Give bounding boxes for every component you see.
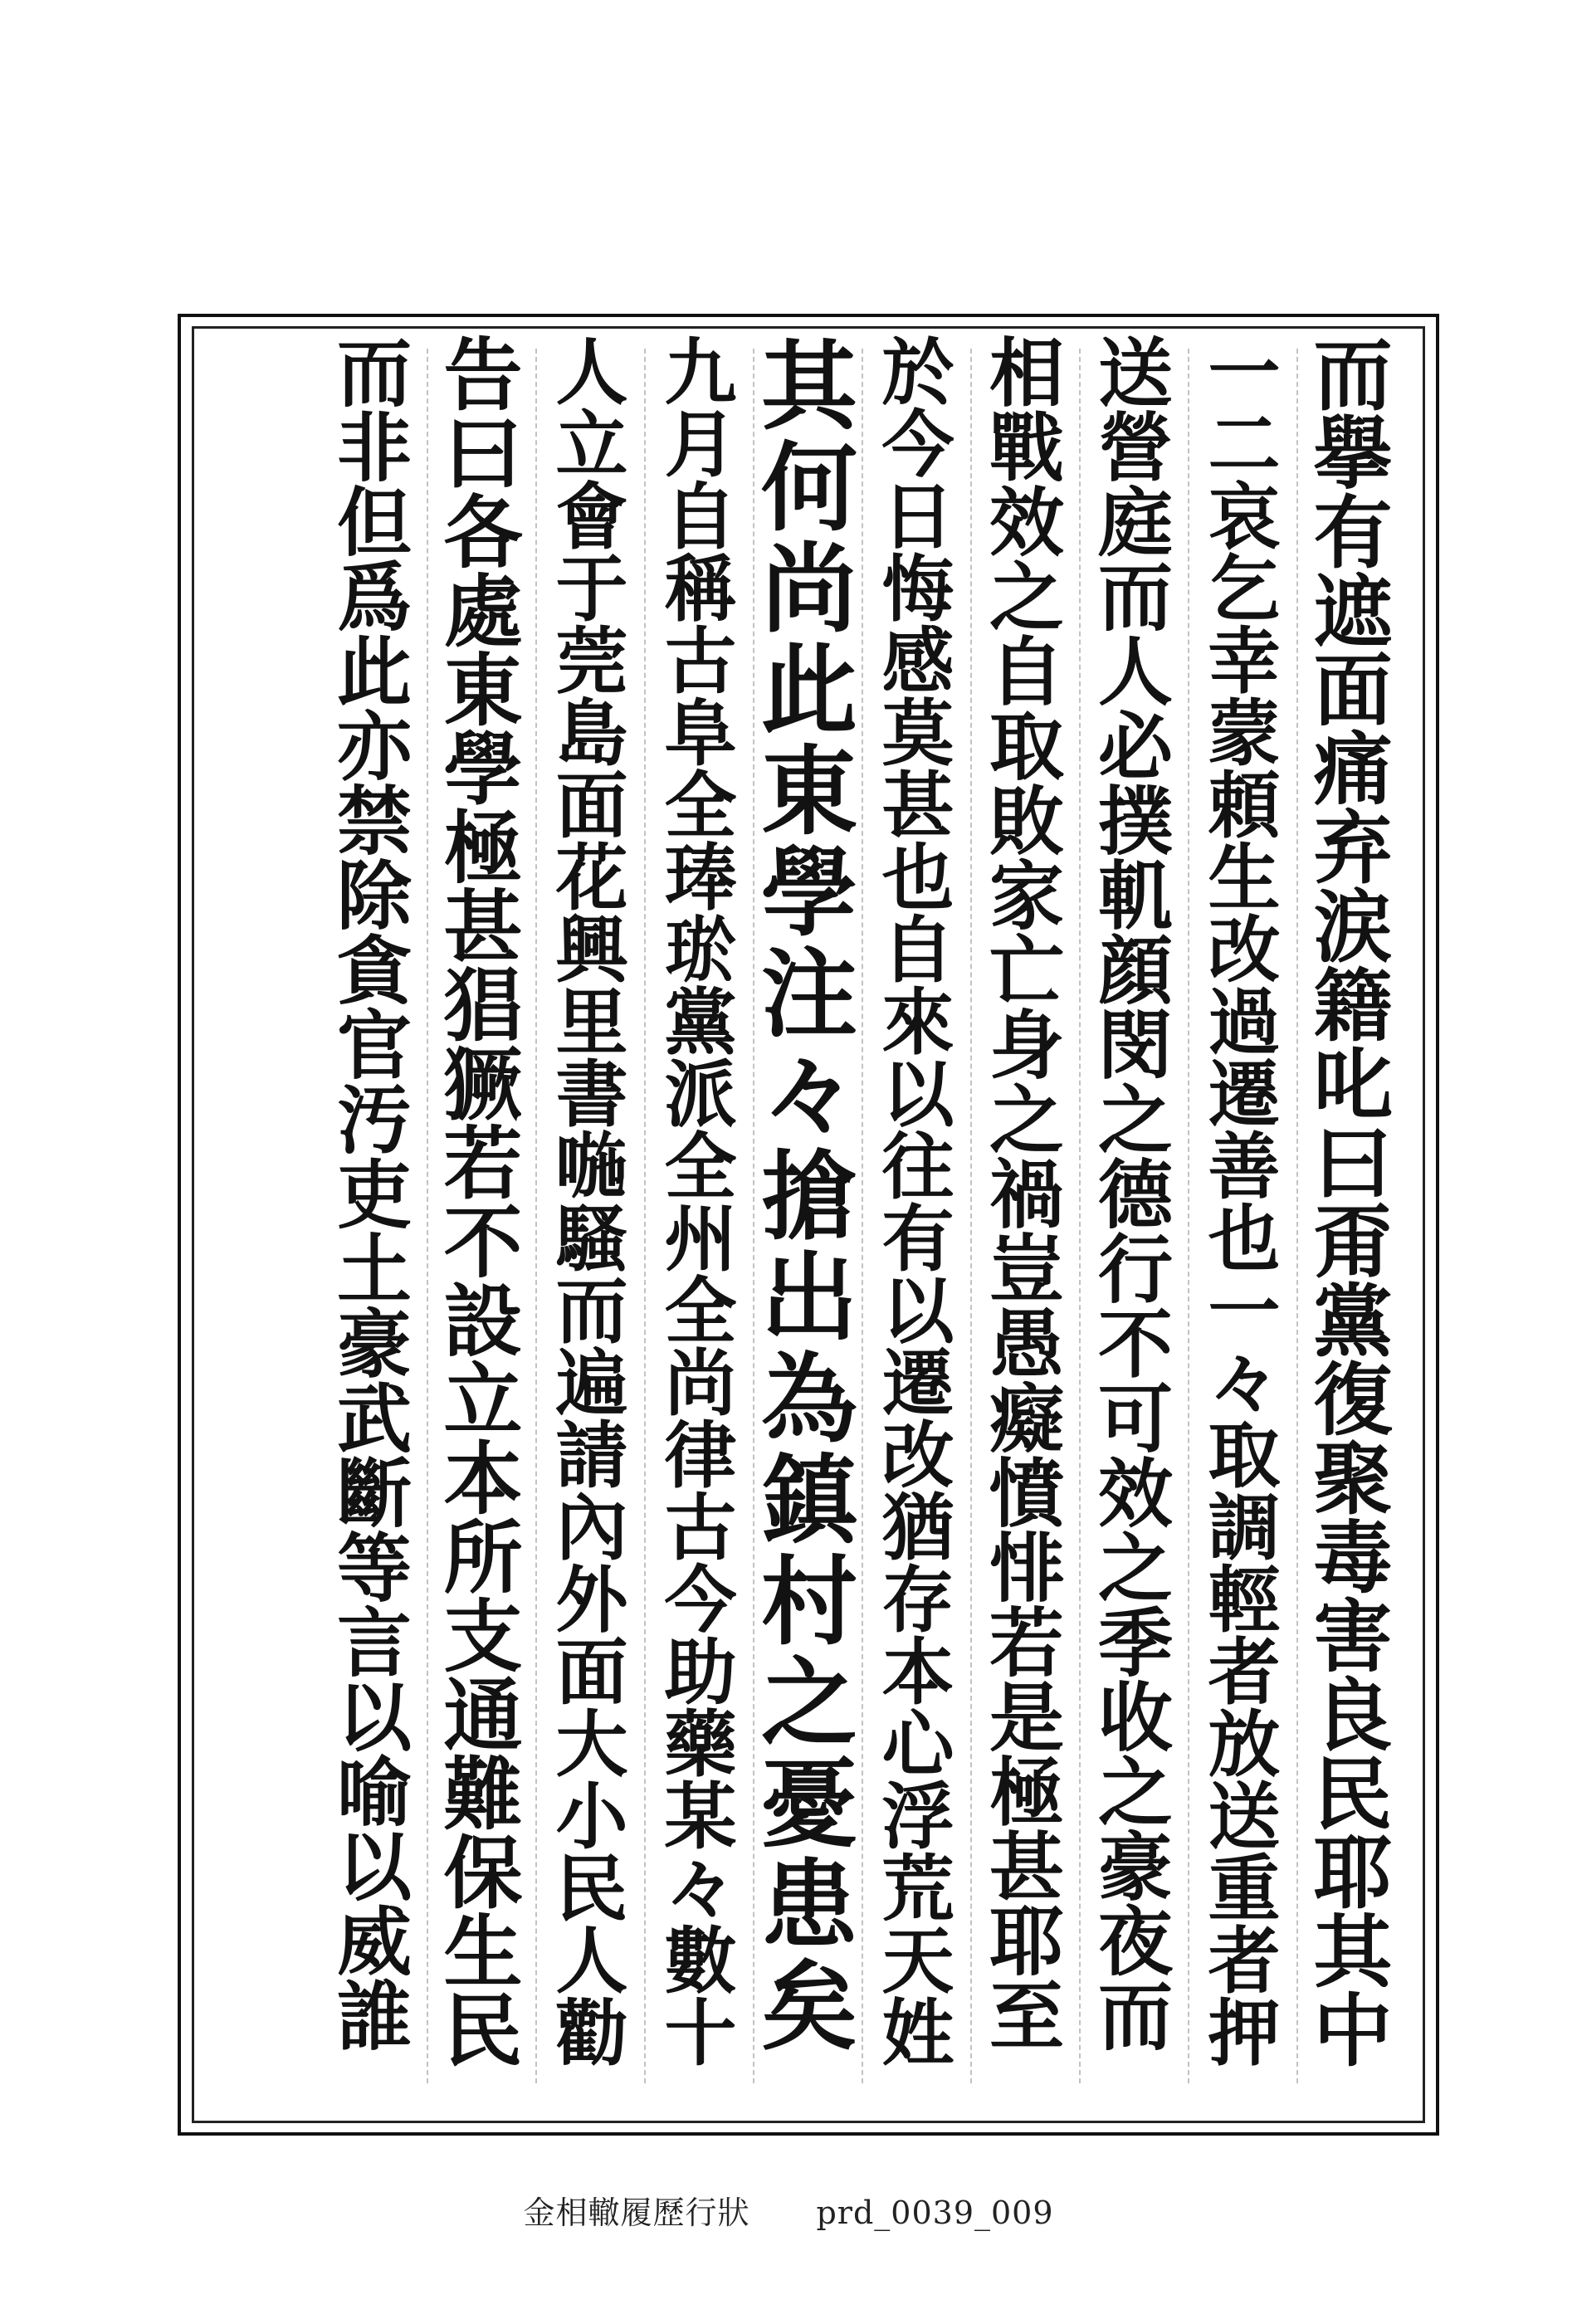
- caption-title: 金相轍履歷行狀: [523, 2195, 750, 2231]
- text-column: 而 擧 有 遮 面 痛 弃 涙 籍 叱 曰 甭 黨 復 聚 毒 害 良 民 耶 其 中: [1313, 330, 1393, 2077]
- text-column: 人 立 會 于 莞 島 面 花 興 里 書 𠷇 騷 而 遍 請 內 外 面 大 小 民 人 勸: [555, 330, 628, 2076]
- caption-id: prd_0039_009: [816, 2195, 1054, 2231]
- text-column: 送 營 庭 而 人 必 撲 䡄 顔 閔 之 德 行 不 可 效 之 季 收 之 豪 夜 而: [1098, 330, 1173, 2061]
- text-column: 告 曰 各 處 東 學 極 甚 猖 獗 若 不 設 立 本 所 支 通 難 保 生 民: [443, 330, 523, 2077]
- text-column: 一 二 哀 乞 幸 蒙 頼 生 改 過 遷 善 也 一 々 取 調 輕 者 放 送 重 者 押: [1208, 330, 1281, 2076]
- text-column: 其 何 尚 此 東 學 注 々 搶 出 為 鎮 村 之 憂 患 矣: [761, 330, 857, 2063]
- text-column: 九 月 自 稱 古 阜 全 琫 𤥽 黨 派 全 州 全 尚 律 古 今 助 藥 某 々 數 十: [664, 330, 737, 2076]
- text-column: 相 戰 效 之 自 取 敗 家 亡 身 之 禍 豈 愚 癡 憤 悱 若 是 極 甚 耶 至: [989, 330, 1064, 2061]
- text-column: 於 今 日 悔 感 莫 甚 也 自 來 以 往 有 以 遷 改 猶 存 本 心 浮 荒 天 姓: [881, 330, 954, 2076]
- page-caption: [0, 2187, 1577, 2233]
- text-column: 而 非 但 爲 此 亦 禁 除 貪 官 汚 吏 土 豪 武 斷 等 言 以 喻 以 威 誰: [337, 330, 412, 2061]
